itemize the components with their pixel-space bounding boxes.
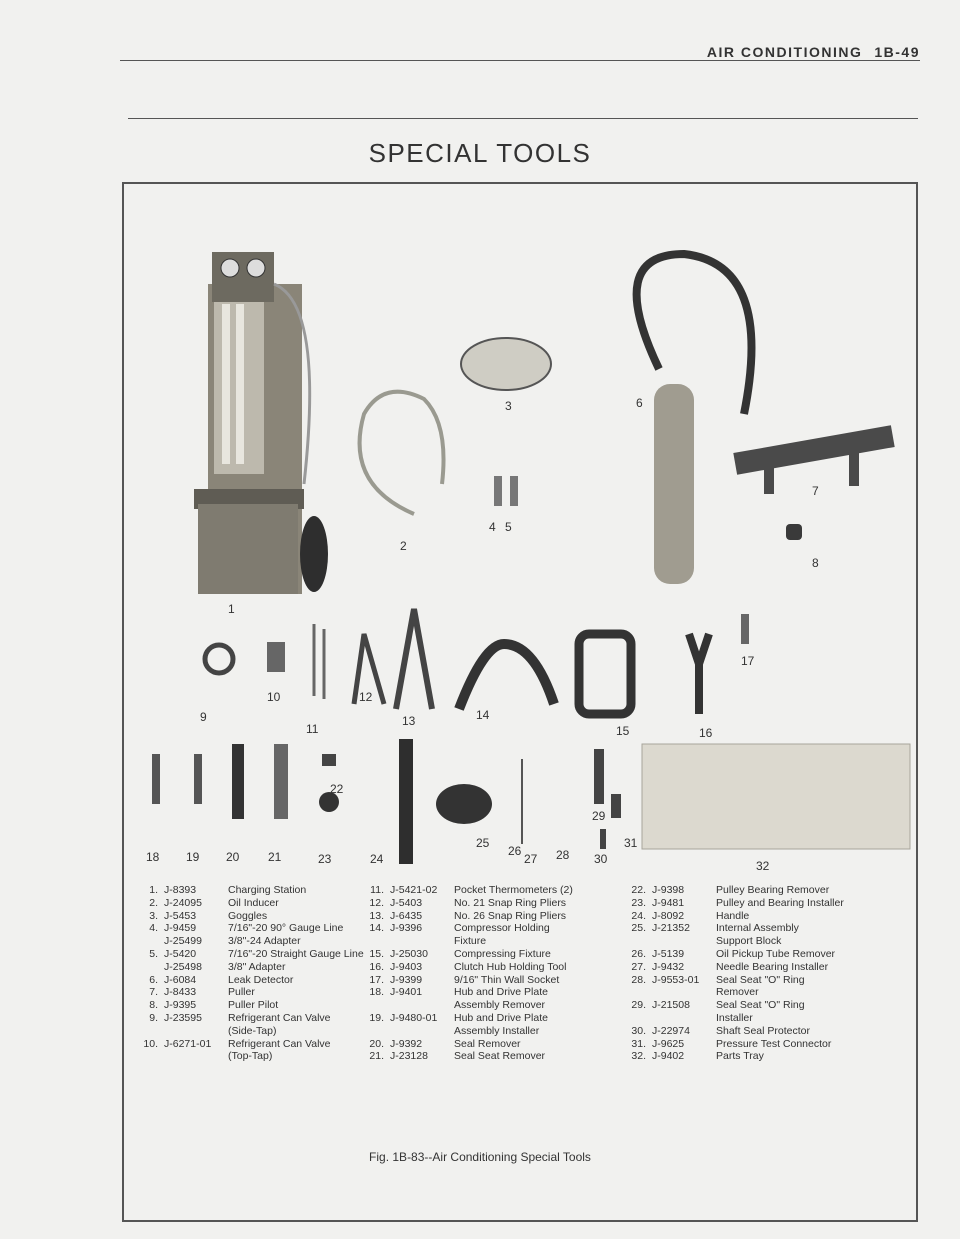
figure-frame [122, 182, 918, 1222]
legend-number [624, 986, 646, 999]
legend-number: 9. [149, 1011, 158, 1024]
legend-number: 3. [149, 909, 158, 922]
legend-description: Seal Seat "O" Ring [716, 999, 805, 1012]
legend-part-number: J-9553-01 [652, 973, 700, 986]
seal-remover-illustration [232, 744, 244, 819]
legend-number: 13. [369, 909, 384, 922]
legend-row [624, 1050, 844, 1063]
oil-inducer-illustration [360, 392, 444, 514]
legend-number: 20. [369, 1037, 384, 1050]
legend-number: 16. [369, 960, 384, 973]
tools-photo [124, 184, 916, 874]
page-title: SPECIAL TOOLS [368, 138, 592, 168]
legend-description: Internal Assembly [716, 922, 799, 935]
legend-description: Oil Inducer [228, 896, 279, 909]
legend-number [362, 999, 384, 1012]
legend-row [624, 961, 844, 974]
figure-label: 28 [556, 848, 570, 862]
legend-row [624, 948, 844, 961]
figure-label: 15 [616, 724, 630, 738]
legend-number: 30. [631, 1024, 646, 1037]
legend-description: Hub and Drive Plate [454, 986, 548, 999]
legend-number: 15. [369, 947, 384, 960]
legend-part-number: J-8092 [652, 909, 685, 922]
legend-row [624, 999, 844, 1012]
legend-row [624, 897, 844, 910]
legend-row [362, 1012, 573, 1025]
legend-number: 11. [370, 884, 384, 896]
legend-description: Parts Tray [716, 1050, 764, 1063]
legend-row [130, 1038, 364, 1051]
legend-number [362, 1025, 384, 1038]
legend-description: Remover [716, 986, 759, 999]
legend-row [362, 986, 573, 999]
legend-number: 12. [369, 896, 384, 909]
legend-part-number: J-25498 [164, 960, 202, 973]
handle-illustration [399, 739, 413, 864]
thin-wall-socket-illustration [741, 614, 749, 644]
gauge-line-fitting-illustration [494, 476, 502, 506]
legend-number: 25. [631, 922, 646, 935]
legend-part-number: J-25499 [164, 935, 202, 948]
legend-row [130, 884, 364, 897]
legend-row [624, 910, 844, 923]
legend-number: 21. [369, 1050, 384, 1063]
legend-part-number [652, 1012, 716, 1025]
legend-row [130, 999, 364, 1012]
support-block-illustration [436, 784, 492, 824]
pressure-test-connector-illustration [611, 794, 621, 818]
legend-part-number: J-9395 [164, 999, 197, 1012]
shaft-seal-protector-illustration [600, 829, 606, 849]
legend-number: 10. [143, 1037, 158, 1050]
legend-description: No. 21 Snap Ring Pliers [454, 896, 567, 909]
hub-installer-illustration [194, 754, 202, 804]
legend-row [130, 1012, 364, 1025]
legend-part-number: J-9459 [164, 922, 197, 935]
legend-description: (Side-Tap) [228, 1024, 277, 1037]
legend-column-3 [624, 884, 844, 1063]
legend-row [362, 935, 573, 948]
figure-label: 29 [592, 809, 606, 823]
legend-part-number: J-5421-02 [390, 884, 438, 896]
legend-description: Charging Station [228, 884, 307, 896]
legend-description: Compressing Fixture [454, 947, 551, 960]
legend-part-number: J-22974 [652, 1024, 690, 1037]
legend-description: Hub and Drive Plate [454, 1011, 548, 1024]
legend-row [624, 1038, 844, 1051]
legend-description: Shaft Seal Protector [716, 1024, 810, 1037]
legend-part-number [390, 999, 454, 1012]
legend-description: 7/16"-20 90° Gauge Line [228, 922, 344, 935]
legend-description: Goggles [228, 909, 268, 922]
figure-label: 30 [594, 852, 608, 866]
compressor-holding-fixture-illustration [459, 644, 554, 709]
legend-row [130, 974, 364, 987]
legend-description: Compressor Holding [454, 922, 550, 935]
legend-number: 18. [369, 986, 384, 999]
legend-part-number: J-9398 [652, 884, 685, 896]
side-tap-valve-illustration [205, 645, 233, 673]
straight-gauge-line-illustration [510, 476, 518, 506]
legend-number: 22. [631, 884, 646, 896]
legend-column-2 [362, 884, 573, 1063]
title-rule [128, 118, 918, 119]
clutch-hub-holding-tool-illustration [689, 634, 709, 714]
figure-label: 10 [267, 690, 281, 704]
legend-part-number: J-9401 [390, 986, 423, 999]
figure-label: 1 [228, 602, 235, 616]
legend-description: Assembly Installer [454, 1024, 540, 1037]
legend-number [130, 935, 158, 948]
legend-row [362, 961, 573, 974]
figure-label: 5 [505, 520, 512, 534]
snap-ring-pliers-26-illustration [396, 609, 432, 709]
legend-number: 1. [149, 884, 158, 896]
legend-row [624, 884, 844, 897]
legend-row [362, 922, 573, 935]
figure-label: 18 [146, 850, 160, 864]
legend-row [362, 897, 573, 910]
figure-label: 8 [812, 556, 819, 570]
legend-part-number [164, 1025, 228, 1038]
figure-label: 6 [636, 396, 643, 410]
legend-description: 3/8" Adapter [228, 960, 286, 973]
tools-illustration [124, 184, 916, 874]
legend-part-number [652, 986, 716, 999]
legend-part-number: J-9625 [652, 1037, 685, 1050]
legend-row [130, 1050, 364, 1063]
legend-row [130, 897, 364, 910]
legend-number: 24. [631, 909, 646, 922]
legend-description: Seal Remover [454, 1037, 521, 1050]
legend-number: 6. [149, 973, 158, 986]
legend-part-number: J-9402 [652, 1050, 685, 1063]
legend-row [362, 948, 573, 961]
legend-row [362, 1038, 573, 1051]
legend-number: 14. [369, 922, 384, 935]
legend-row [624, 922, 844, 935]
legend-number: 17. [369, 973, 384, 986]
legend-part-number: J-25030 [390, 947, 428, 960]
legend-column-1 [130, 884, 364, 1063]
legend-description: Installer [716, 1011, 753, 1024]
parts-tray-illustration [642, 744, 910, 849]
legend-part-number: J-5420 [164, 947, 197, 960]
legend-number: 7. [149, 986, 158, 999]
goggles-illustration [461, 338, 551, 390]
legend-part-number [652, 935, 716, 948]
legend-description: Puller Pilot [228, 999, 279, 1012]
legend-part-number: J-9481 [652, 896, 685, 909]
legend-number: 4. [149, 922, 158, 935]
pulley-bearing-remover-illustration [322, 754, 336, 766]
legend-description: 3/8"-24 Adapter [228, 935, 301, 948]
legend-number: 23. [631, 896, 646, 909]
legend-description: Handle [716, 909, 750, 922]
legend-number [130, 1050, 158, 1063]
legend-number [362, 935, 384, 948]
figure-label: 13 [402, 714, 416, 728]
legend-part-number [164, 1050, 228, 1063]
legend-row [624, 1012, 844, 1025]
legend-description: Pressure Test Connector [716, 1037, 832, 1050]
legend-number: 8. [149, 999, 158, 1012]
legend-row [624, 935, 844, 948]
legend-number [624, 935, 646, 948]
legend-row [130, 1025, 364, 1038]
legend-row [362, 910, 573, 923]
legend-part-number: J-9396 [390, 922, 423, 935]
legend-number: 32. [631, 1050, 646, 1063]
o-ring-remover-illustration [594, 749, 604, 804]
top-tap-valve-illustration [267, 642, 285, 672]
legend-part-number [390, 1025, 454, 1038]
page-header [707, 44, 920, 60]
figure-label: 21 [268, 850, 282, 864]
legend-part-number: J-5139 [652, 947, 685, 960]
legend-row [130, 986, 364, 999]
legend-row [362, 884, 573, 897]
figure-label: 2 [400, 539, 407, 553]
legend-description: Support Block [716, 935, 782, 948]
legend-part-number: J-9392 [390, 1037, 423, 1050]
figure-label: 3 [505, 399, 512, 413]
header-rule [120, 60, 920, 61]
legend-number [130, 1025, 158, 1038]
legend-description: Refrigerant Can Valve [228, 1037, 331, 1050]
compressing-fixture-illustration [579, 634, 631, 714]
legend-description: 9/16" Thin Wall Socket [454, 973, 560, 986]
figure-label: 9 [200, 710, 207, 724]
legend-part-number: J-21352 [652, 922, 690, 935]
legend-description: Pocket Thermometers (2) [454, 884, 573, 896]
figure-label: 25 [476, 836, 490, 850]
legend-part-number: J-23595 [164, 1011, 202, 1024]
section-title: AIR CONDITIONING [706, 44, 863, 60]
legend-number: 29. [631, 999, 646, 1012]
legend-row [362, 974, 573, 987]
legend-row [362, 1050, 573, 1063]
legend-part-number: J-5403 [390, 896, 423, 909]
legend-part-number: J-21508 [652, 999, 690, 1012]
seal-seat-remover-illustration [274, 744, 288, 819]
legend-number: 26. [631, 947, 646, 960]
figure-label: 24 [370, 852, 384, 866]
legend-description: Seal Seat Remover [454, 1050, 546, 1063]
legend-number: 2. [149, 896, 158, 909]
figure-label: 14 [476, 708, 490, 722]
figure-label: 22 [330, 782, 344, 796]
legend-row [130, 910, 364, 923]
leak-detector-illustration [637, 254, 752, 584]
legend-row [362, 1025, 573, 1038]
figure-label: 26 [508, 844, 522, 858]
legend-description: Refrigerant Can Valve [228, 1011, 331, 1024]
legend-number: 27. [631, 960, 646, 973]
legend-number: 5. [149, 947, 158, 960]
legend-description: Pulley and Bearing Installer [716, 896, 844, 909]
legend-description: 7/16"-20 Straight Gauge Line [228, 947, 364, 960]
legend-part-number: J-23128 [390, 1050, 428, 1063]
legend-part-number: J-6084 [164, 973, 197, 986]
legend-description: Oil Pickup Tube Remover [716, 947, 836, 960]
legend-row [624, 974, 844, 987]
legend-description: Fixture [454, 935, 487, 948]
legend-description: Assembly Remover [454, 999, 546, 1012]
figure-label: 17 [741, 654, 755, 668]
legend-description: Clutch Hub Holding Tool [454, 960, 567, 973]
legend-row [362, 999, 573, 1012]
legend-part-number: J-9432 [652, 960, 685, 973]
legend-part-number: J-8433 [164, 986, 197, 999]
legend-number: 19. [369, 1011, 384, 1024]
hub-remover-illustration [152, 754, 160, 804]
legend-description: No. 26 Snap Ring Pliers [454, 909, 567, 922]
legend-row [624, 986, 844, 999]
figure-label: 19 [186, 850, 200, 864]
figure-label: 16 [699, 726, 713, 740]
legend-part-number: J-9403 [390, 960, 423, 973]
legend-description: (Top-Tap) [228, 1050, 273, 1063]
figure-label: 32 [756, 859, 770, 873]
charging-station-illustration [194, 252, 328, 594]
figure-caption: Fig. 1B-83--Air Conditioning Special Tools [369, 1150, 591, 1164]
legend-part-number: J-6435 [390, 909, 423, 922]
legend-part-number [390, 935, 454, 948]
legend-row [130, 961, 364, 974]
legend-number: 28. [631, 973, 646, 986]
figure-label: 31 [624, 836, 638, 850]
figure-label: 27 [524, 852, 538, 866]
figure-label: 11 [306, 722, 319, 736]
legend-part-number: J-8393 [164, 884, 197, 896]
legend-description: Seal Seat "O" Ring [716, 973, 805, 986]
legend-number [624, 1012, 646, 1025]
figure-label: 7 [812, 484, 819, 498]
legend-description: Puller [228, 986, 255, 999]
legend-description: Needle Bearing Installer [716, 960, 829, 973]
legend-number: 31. [631, 1037, 646, 1050]
figure-label: 20 [226, 850, 240, 864]
figure-label: 4 [489, 520, 496, 534]
legend-part-number: J-24095 [164, 896, 202, 909]
legend-part-number: J-9480-01 [390, 1011, 438, 1024]
legend-number [130, 961, 158, 974]
legend-row [130, 948, 364, 961]
page-number: 1B-49 [874, 44, 920, 60]
legend-row [624, 1025, 844, 1038]
legend-part-number: J-5453 [164, 909, 197, 922]
figure-label: 12 [359, 690, 373, 704]
legend-description: Pulley Bearing Remover [716, 884, 830, 896]
legend-row [130, 935, 364, 948]
legend-row [130, 922, 364, 935]
legend-part-number: J-6271-01 [164, 1037, 212, 1050]
legend-description: Leak Detector [228, 973, 294, 986]
legend-part-number: J-9399 [390, 973, 423, 986]
figure-label: 23 [318, 852, 332, 866]
puller-pilot-illustration [786, 524, 802, 540]
